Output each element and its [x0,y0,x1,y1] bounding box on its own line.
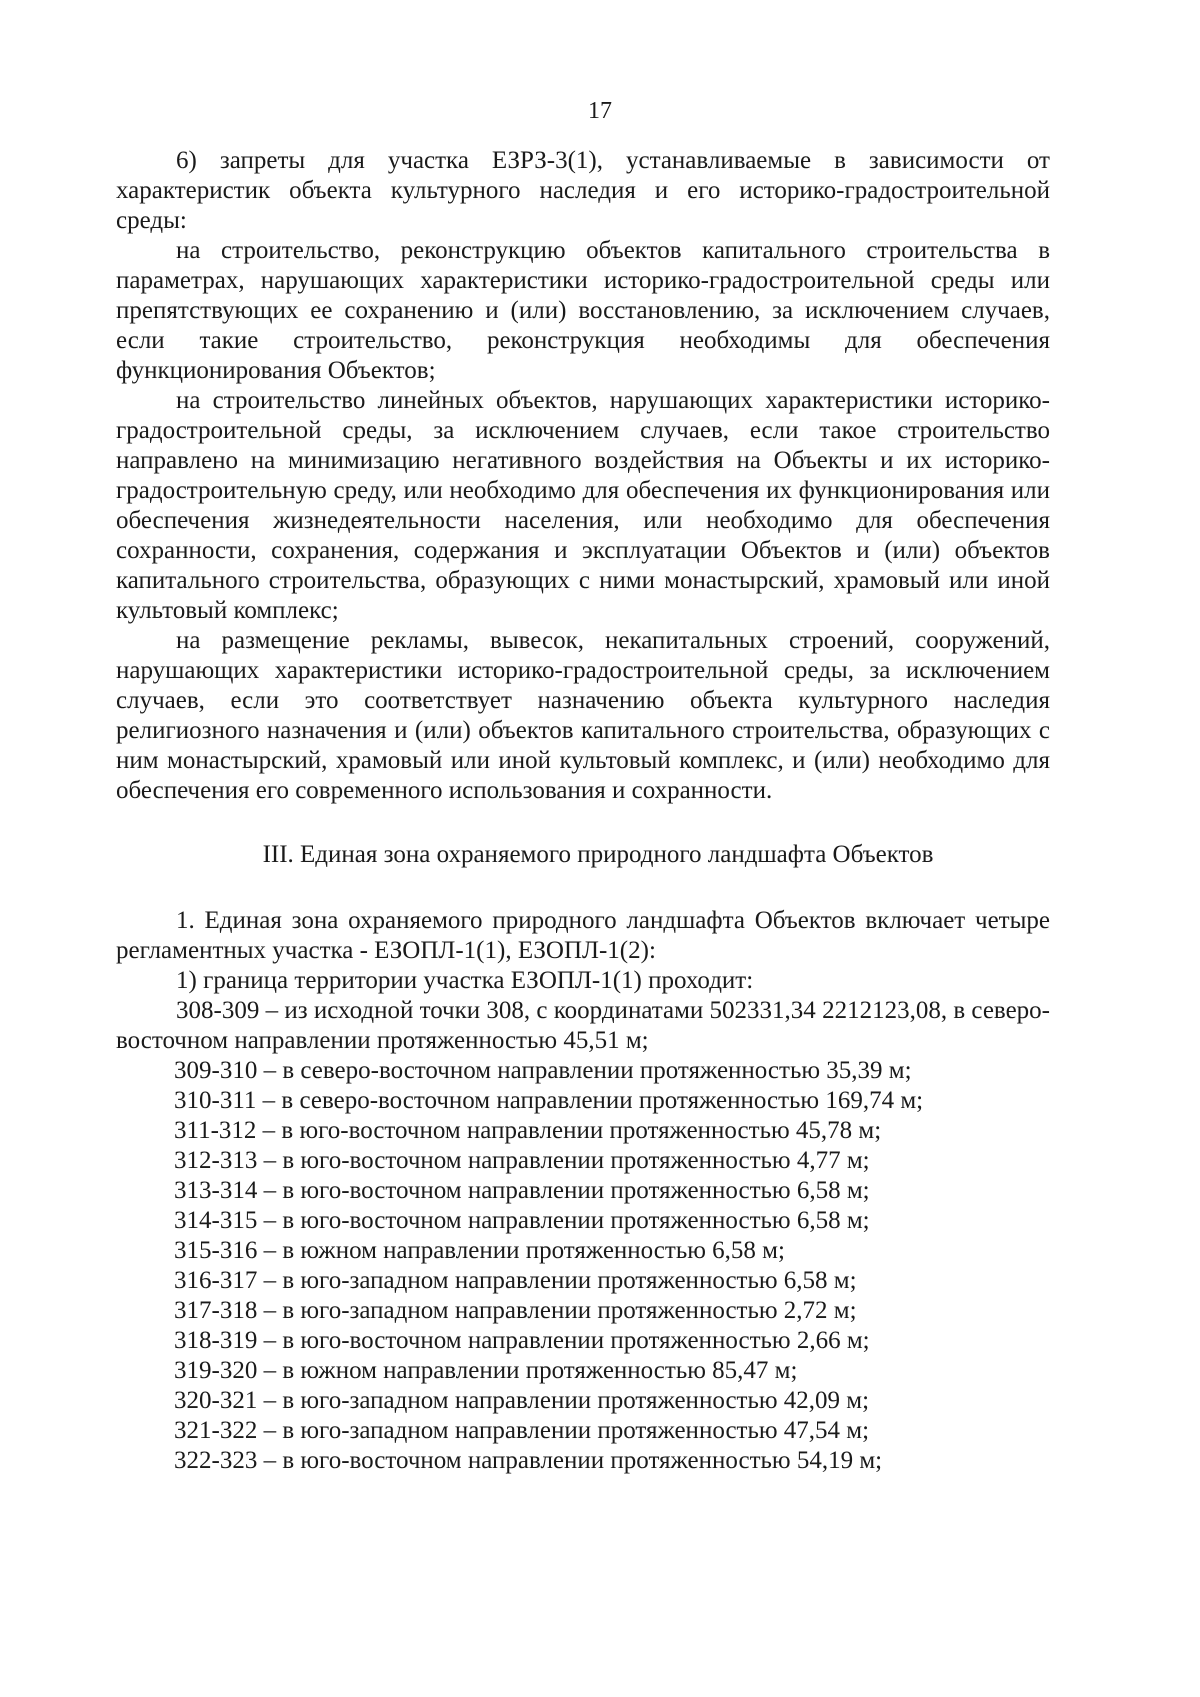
list-item: 320-321 – в юго-западном направлении протяженностью 42,09 м; [174,1387,870,1414]
document-body [116,146,1050,1476]
paragraph-linear-objects-ban: на строительство линейных объектов, нарушающих характеристики историко-градостроительной среды, за исключением случаев, если такое строительство направлено на минимизацию негативного воздействия на Объекты и их историко-градостроительную среду, или необходимо для обеспечения их функционирования или обеспечения жизнедеятельности населения, или необходимо для обеспечения сохранности, сохранения, содержания и эксплуатации Объектов и (или) объектов капитального строительства, образующих с ними монастырский, храмовый или иной культовый комплекс; [116,387,1050,624]
list-item: 311-312 – в юго-восточном направлении протяженностью 45,78 м; [174,1117,882,1144]
paragraph-boundary-intro: 1) граница территории участка ЕЗОПЛ-1(1) проходит: [176,967,754,994]
page-number: 17 [588,98,612,124]
list-item: 313-314 – в юго-восточном направлении протяженностью 6,58 м; [174,1177,870,1204]
list-item: 316-317 – в юго-западном направлении протяженностью 6,58 м; [174,1267,857,1294]
list-item: 315-316 – в южном направлении протяженностью 6,58 м; [174,1237,785,1264]
paragraph-zone-composition: 1. Единая зона охраняемого природного ландшафта Объектов включает четыре регламентных участка - ЕЗОПЛ-1(1), ЕЗОПЛ-1(2): [116,907,1050,964]
paragraph-advertising-ban: на размещение рекламы, вывесок, некапитальных строений, сооружений, нарушающих характеристики историко-градостроительной среды, за исключением случаев, если это соответствует назначению объекта культурного наследия религиозного назначения и (или) объектов капитального строительства, образующих с ним монастырский, храмовый или иной культовый комплекс, и (или) необходимо для обеспечения его современного использования и сохранности. [116,627,1050,804]
list-item: 310-311 – в северо-восточном направлении протяженностью 169,74 м; [174,1087,924,1114]
list-item: 319-320 – в южном направлении протяженностью 85,47 м; [174,1357,798,1384]
list-item: 317-318 – в юго-западном направлении протяженностью 2,72 м; [174,1297,857,1324]
list-item: 314-315 – в юго-восточном направлении протяженностью 6,58 м; [174,1207,870,1234]
list-item: 322-323 – в юго-восточном направлении протяженностью 54,19 м; [174,1447,883,1474]
paragraph-construction-ban: на строительство, реконструкцию объектов капитального строительства в параметрах, нарушающих характеристики историко-градостроительной среды или препятствующих ее сохранению и (или) восстановлению, за исключением случаев, если такие строительство, реконструкция необходимы для обеспечения функционирования Объектов; [116,237,1050,384]
list-item: 318-319 – в юго-восточном направлении протяженностью 2,66 м; [174,1327,870,1354]
boundary-list [116,1056,1050,1476]
list-item: 309-310 – в северо-восточном направлении протяженностью 35,39 м; [174,1057,912,1084]
list-item: 312-313 – в юго-восточном направлении протяженностью 4,77 м; [174,1147,870,1174]
list-item: 321-322 – в юго-западном направлении протяженностью 47,54 м; [174,1417,870,1444]
paragraph-boundary-start: 308-309 – из исходной точки 308, с координатами 502331,34 2212123,08, в северо- восточном направлении протяженностью 45,51 м; [116,997,1050,1054]
paragraph-prohibitions-intro: 6) запреты для участка ЕЗРЗ-3(1), устанавливаемые в зависимости от характеристик объекта культурного наследия и его историко-градостроительной среды: [116,147,1050,234]
section-heading: III. Единая зона охраняемого природного ландшафта Объектов [262,841,934,868]
